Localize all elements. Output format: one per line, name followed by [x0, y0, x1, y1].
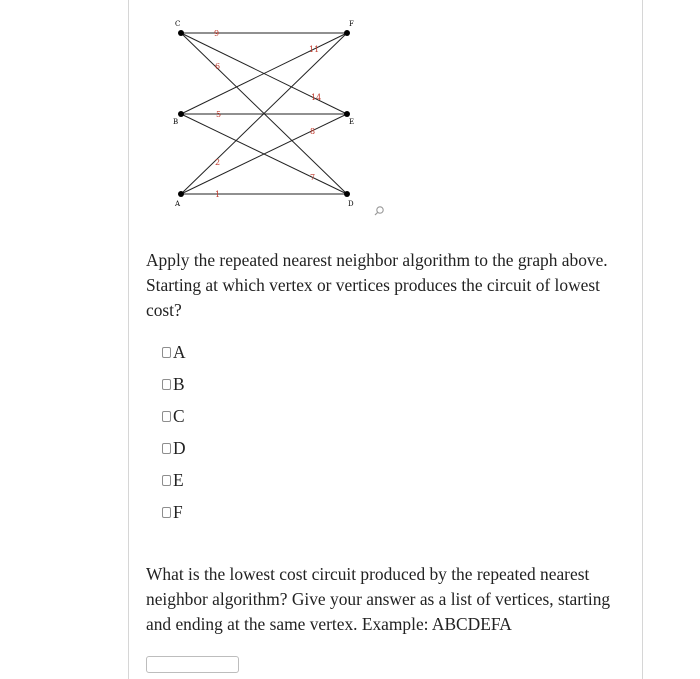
option-f[interactable] [162, 496, 186, 528]
option-label-f: F [173, 501, 183, 522]
vertex-label-a: A [175, 200, 181, 208]
circuit-answer-input[interactable] [146, 656, 239, 673]
vertex-label-e: E [349, 118, 355, 126]
vertex-label-b: B [173, 118, 179, 126]
option-c[interactable] [162, 400, 186, 432]
weight-c-f: 9 [214, 29, 220, 38]
weight-c-e: 14 [311, 93, 322, 102]
checkbox-c[interactable] [162, 411, 171, 422]
option-label-e: E [173, 469, 184, 490]
vertex-label-c: C [175, 20, 181, 28]
option-d[interactable] [162, 432, 186, 464]
option-label-a: A [173, 341, 186, 362]
weight-b-d: 7 [310, 173, 316, 182]
vertex-label-f: F [349, 20, 354, 28]
vertex-label-d: D [348, 200, 354, 208]
option-label-c: C [173, 405, 185, 426]
option-label-d: D [173, 437, 186, 458]
weight-a-e: 2 [215, 158, 221, 167]
checkbox-b[interactable] [162, 379, 171, 390]
vertex-options [162, 336, 186, 528]
checkbox-f[interactable] [162, 507, 171, 518]
weight-b-e: 5 [216, 110, 222, 119]
vertex-c [178, 30, 184, 36]
question-1-text: Apply the repeated nearest neighbor algorithm to the graph above. Starting at which vertex or vertices produces the circuit of lowest cost? [146, 250, 608, 320]
vertex-d [344, 191, 350, 197]
option-e[interactable] [162, 464, 186, 496]
vertex-b [178, 111, 184, 117]
vertex-e [344, 111, 350, 117]
weight-b-f: 11 [309, 45, 320, 54]
option-b[interactable] [162, 368, 186, 400]
checkbox-a[interactable] [162, 347, 171, 358]
magnifier-icon[interactable] [373, 205, 385, 217]
vertex-a [178, 191, 184, 197]
checkbox-e[interactable] [162, 475, 171, 486]
option-label-b: B [173, 373, 185, 394]
question-2-text: What is the lowest cost circuit produced by the repeated nearest neighbor algorithm? Give your answer as a list of vertices, starting and ending at the same vertex. Example: ABCDEFA [146, 564, 611, 634]
option-a[interactable] [162, 336, 186, 368]
weight-c-d: 6 [215, 62, 221, 71]
checkbox-d[interactable] [162, 443, 171, 454]
vertex-f [344, 30, 350, 36]
weight-a-f: 8 [310, 127, 316, 136]
weight-a-d: 1 [215, 190, 221, 199]
graph-diagram [0, 0, 700, 225]
